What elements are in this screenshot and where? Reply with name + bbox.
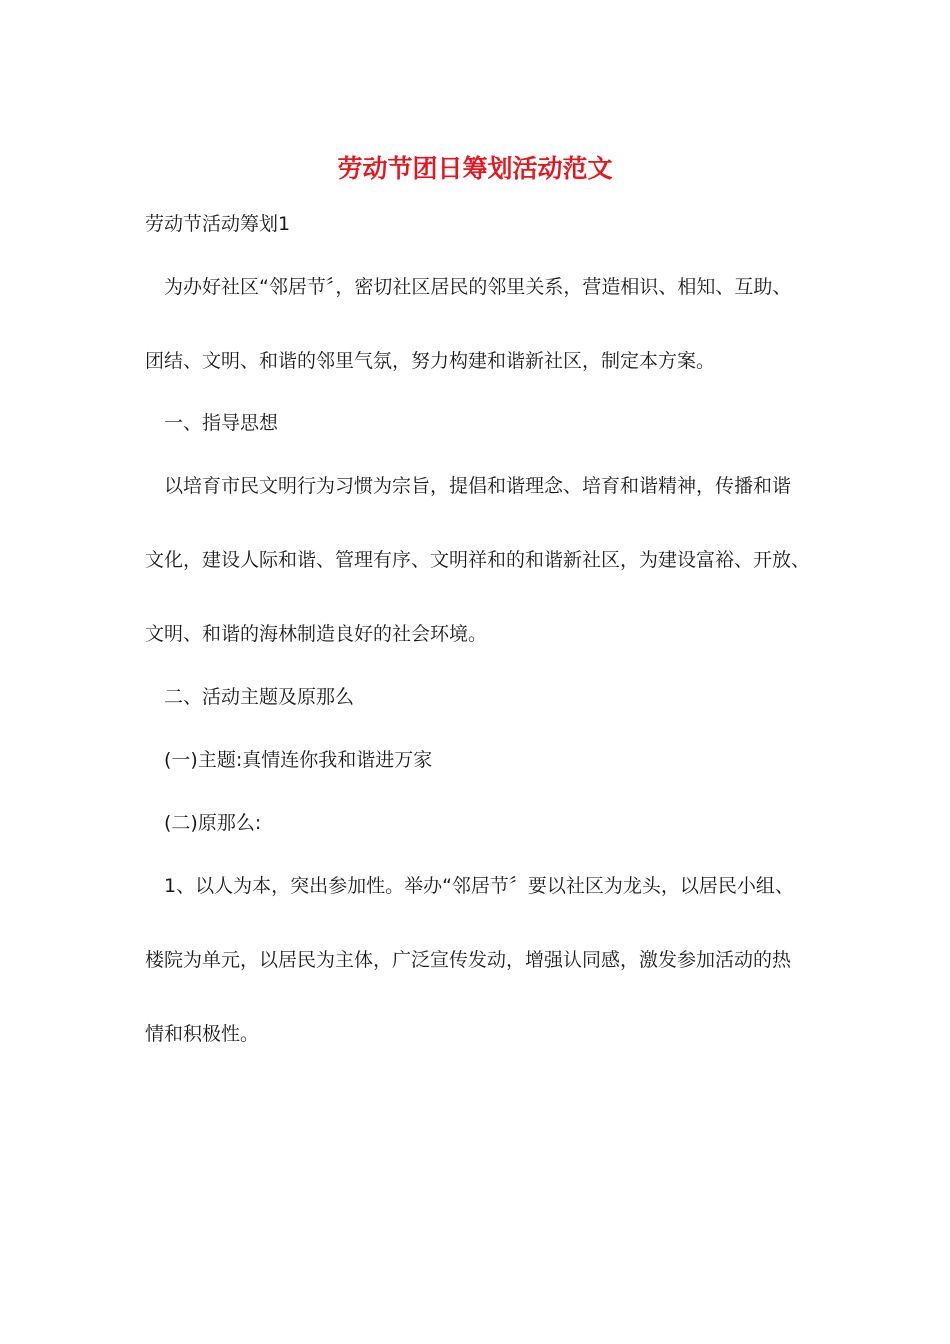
paragraph-line: 楼院为单元，以居民为主体，广泛宣传发动，增强认同感，激发参加活动的热 (145, 949, 792, 971)
paragraph-line: 1、以人为本，突出参加性。举办“邻居节〞要以社区为龙头，以居民小组、 (164, 875, 794, 897)
sub-heading: (二)原那么: (164, 812, 262, 834)
paragraph-line: 文明、和谐的海林制造良好的社会环境。 (145, 623, 488, 645)
section-heading: 一、指导思想 (164, 412, 279, 434)
paragraph-line: 以培育市民文明行为习惯为宗旨，提倡和谐理念、培育和谐精神，传播和谐 (164, 475, 792, 497)
paragraph-line: 团结、文明、和谐的邻里气氛，努力构建和谐新社区，制定本方案。 (145, 350, 716, 372)
document-title: 劳动节团日筹划活动范文 (337, 154, 613, 183)
sub-heading: (一)主题:真情连你我和谐进万家 (164, 749, 433, 771)
paragraph-line: 文化，建设人际和谐、管理有序、文明祥和的和谐新社区，为建设富裕、开放、 (145, 549, 811, 571)
section-heading: 劳动节活动筹划1 (145, 213, 291, 235)
paragraph-line: 情和积极性。 (145, 1023, 260, 1045)
paragraph-line: 为办好社区“邻居节〞，密切社区居民的邻里关系，营造相识、相知、互助、 (164, 276, 792, 298)
section-heading: 二、活动主题及原那么 (164, 686, 355, 708)
